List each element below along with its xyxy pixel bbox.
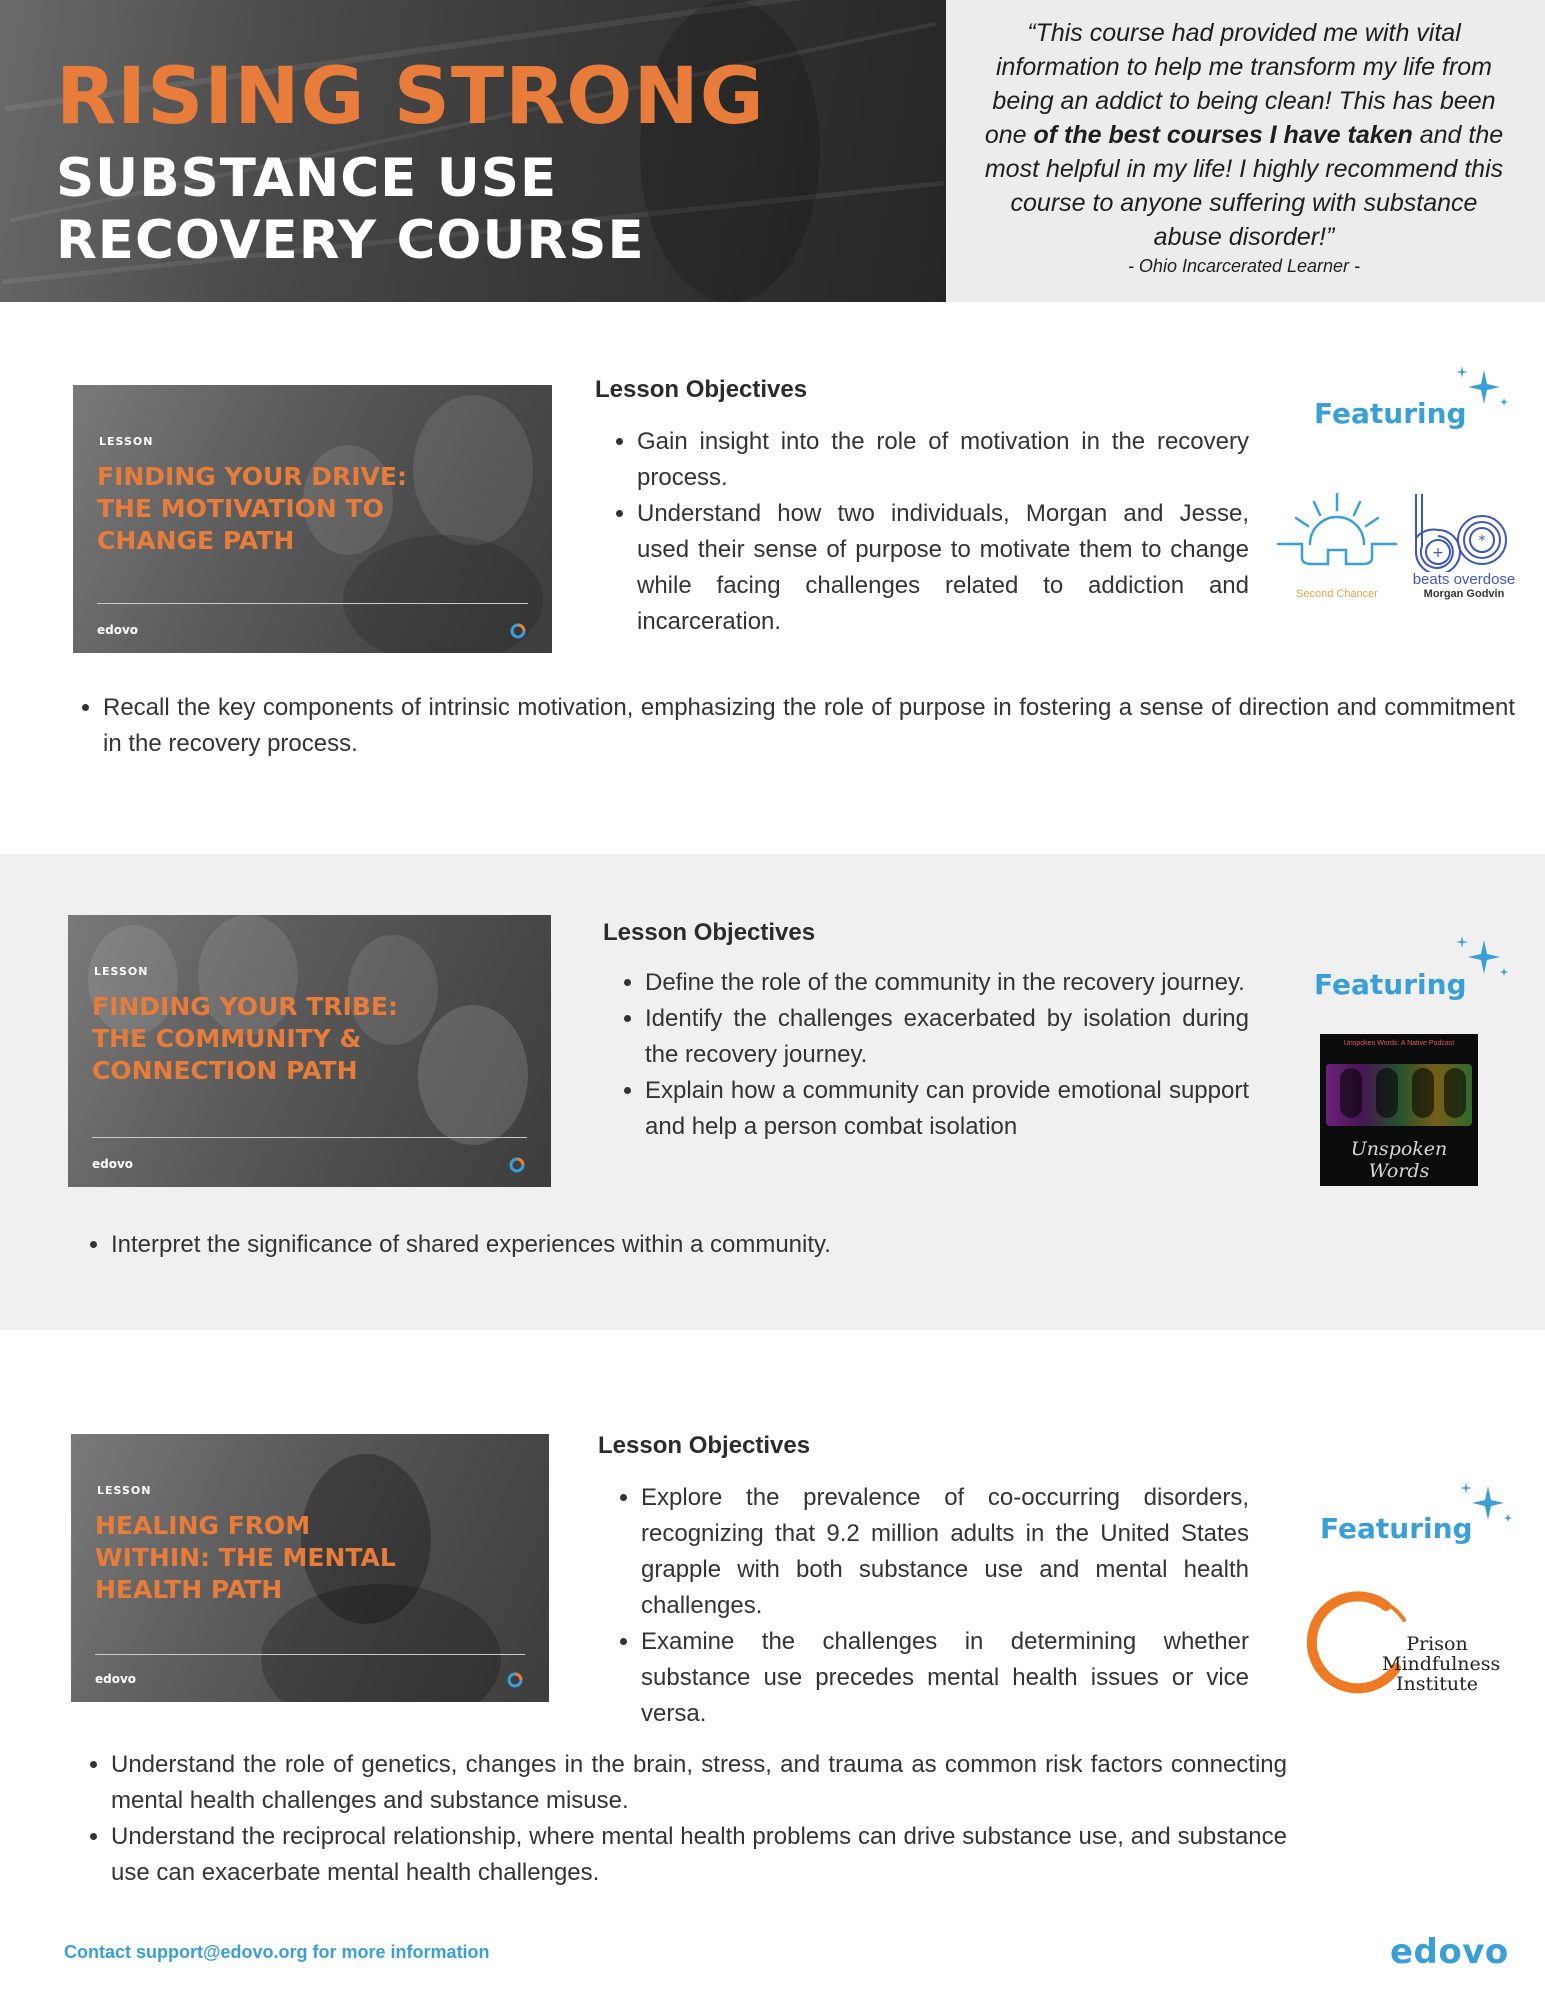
- objective-item: • Interpret the significance of shared experiences within a community.: [111, 1227, 1411, 1263]
- unspoken-words-name: Unspoken Words: [1350, 1138, 1448, 1182]
- testimonial-quote: “This course had provided me with vital information to help me transform my life from being an addict to being clean! This has been one of the best courses I have taken and the most helpful in my life! I highly recommend this course to anyone suffering with substance abuse disorder!”: [984, 19, 1504, 251]
- objectives-list: [599, 1480, 1249, 1732]
- thumbnail-brand: edovo: [97, 623, 139, 637]
- thumbnail-lesson-label: LESSON: [97, 1484, 152, 1497]
- second-chancer-icon: [1272, 488, 1402, 588]
- objective-item: • Examine the challenges in determining whether substance use precedes mental health issues or vice versa.: [641, 1624, 1249, 1732]
- course-subtitle-line2: RECOVERY COURSE: [56, 210, 645, 271]
- testimonial-author: - Ohio Incarcerated Learner -: [1127, 256, 1361, 276]
- objective-item: • Understand the role of genetics, changes in the brain, stress, and trauma as common risk factors connecting mental health challenges and substance misuse.: [111, 1747, 1287, 1819]
- edovo-mark-icon: [507, 1672, 523, 1688]
- objectives-list-continued: [69, 1227, 1411, 1263]
- objective-item: • Understand the reciprocal relationship, where mental health problems can drive substance use, and substance use can exacerbate mental health challenges.: [111, 1819, 1287, 1891]
- featuring-label: Featuring: [1314, 397, 1467, 430]
- objective-item: • Understand how two individuals, Morgan and Jesse, used their sense of purpose to motivate them to change while facing challenges related to addiction and incarceration.: [637, 496, 1249, 640]
- objectives-list: [603, 965, 1249, 1145]
- prison-mindfulness-line2: Mindfulness: [1382, 1653, 1501, 1675]
- objective-item: • Define the role of the community in the recovery journey.: [645, 965, 1249, 1001]
- thumbnail-divider: [95, 1654, 525, 1655]
- featuring-label: Featuring: [1314, 968, 1467, 1001]
- edovo-mark-icon: [509, 1157, 525, 1173]
- featuring-label: Featuring: [1320, 1512, 1473, 1545]
- objective-item: • Gain insight into the role of motivation in the recovery process.: [637, 424, 1249, 496]
- thumbnail-brand: edovo: [95, 1672, 137, 1686]
- objective-item: • Explain how a community can provide emotional support and help a person combat isolation: [645, 1073, 1249, 1145]
- objectives-list-continued: [69, 1747, 1287, 1891]
- svg-text:+: +: [1432, 545, 1444, 561]
- prison-mindfulness-logo: [1306, 1590, 1501, 1704]
- lesson-thumbnail-3[interactable]: [71, 1434, 549, 1702]
- course-title: RISING STRONG: [56, 52, 765, 142]
- thumbnail-divider: [92, 1137, 527, 1138]
- testimonial-emphasis: of the best courses I have taken: [1033, 121, 1413, 149]
- prison-mindfulness-line1: Prison: [1406, 1633, 1468, 1655]
- objectives-list-continued: [61, 690, 1515, 762]
- objective-item: • Explore the prevalence of co-occurring disorders, recognizing that 9.2 million adults in the United States grapple with both substance use and mental health challenges.: [641, 1480, 1249, 1624]
- thumbnail-title: FINDING YOUR DRIVE: THE MOTIVATION TO CHANGE PATH: [97, 462, 407, 555]
- thumbnail-divider: [97, 603, 528, 604]
- lesson-thumbnail-2[interactable]: [68, 915, 551, 1187]
- svg-text:*: *: [1478, 533, 1486, 549]
- lesson-thumbnail-1[interactable]: [73, 385, 552, 653]
- unspoken-words-logo: [1320, 1034, 1478, 1186]
- thumbnail-brand: edovo: [92, 1157, 134, 1171]
- objectives-list: [595, 424, 1249, 640]
- beats-overdose-icon: [1410, 490, 1518, 572]
- second-chancer-logo: [1272, 488, 1402, 608]
- edovo-logo: edovo: [1390, 1932, 1509, 1972]
- unspoken-words-top-text: Unspoken Words: A Native Podcast: [1343, 1040, 1455, 1047]
- prison-mindfulness-line3: Institute: [1396, 1673, 1478, 1695]
- objective-item: • Identify the challenges exacerbated by isolation during the recovery journey.: [645, 1001, 1249, 1073]
- thumbnail-title: HEALING FROM WITHIN: THE MENTAL HEALTH PATH: [95, 1511, 396, 1604]
- beats-overdose-name: beats overdose: [1412, 571, 1516, 588]
- beats-overdose-subname: Morgan Godvin: [1423, 588, 1505, 600]
- thumbnail-title: FINDING YOUR TRIBE: THE COMMUNITY & CONNECTION PATH: [92, 992, 398, 1085]
- lesson-objectives-heading: Lesson Objectives: [598, 1432, 811, 1459]
- second-chancer-name: Second Chancer: [1296, 588, 1378, 600]
- edovo-mark-icon: [510, 623, 526, 639]
- course-subtitle-line1: SUBSTANCE USE: [56, 148, 558, 209]
- contact-info[interactable]: Contact support@edovo.org for more information: [64, 1942, 490, 1962]
- objective-item: • Recall the key components of intrinsic motivation, emphasizing the role of purpose in fostering a sense of direction and commitment in the recovery process.: [103, 690, 1515, 762]
- thumbnail-lesson-label: LESSON: [99, 435, 154, 448]
- lesson-objectives-heading: Lesson Objectives: [603, 919, 816, 946]
- beats-overdose-logo: [1410, 490, 1518, 610]
- thumbnail-lesson-label: LESSON: [94, 965, 149, 978]
- lesson-objectives-heading: Lesson Objectives: [595, 376, 808, 403]
